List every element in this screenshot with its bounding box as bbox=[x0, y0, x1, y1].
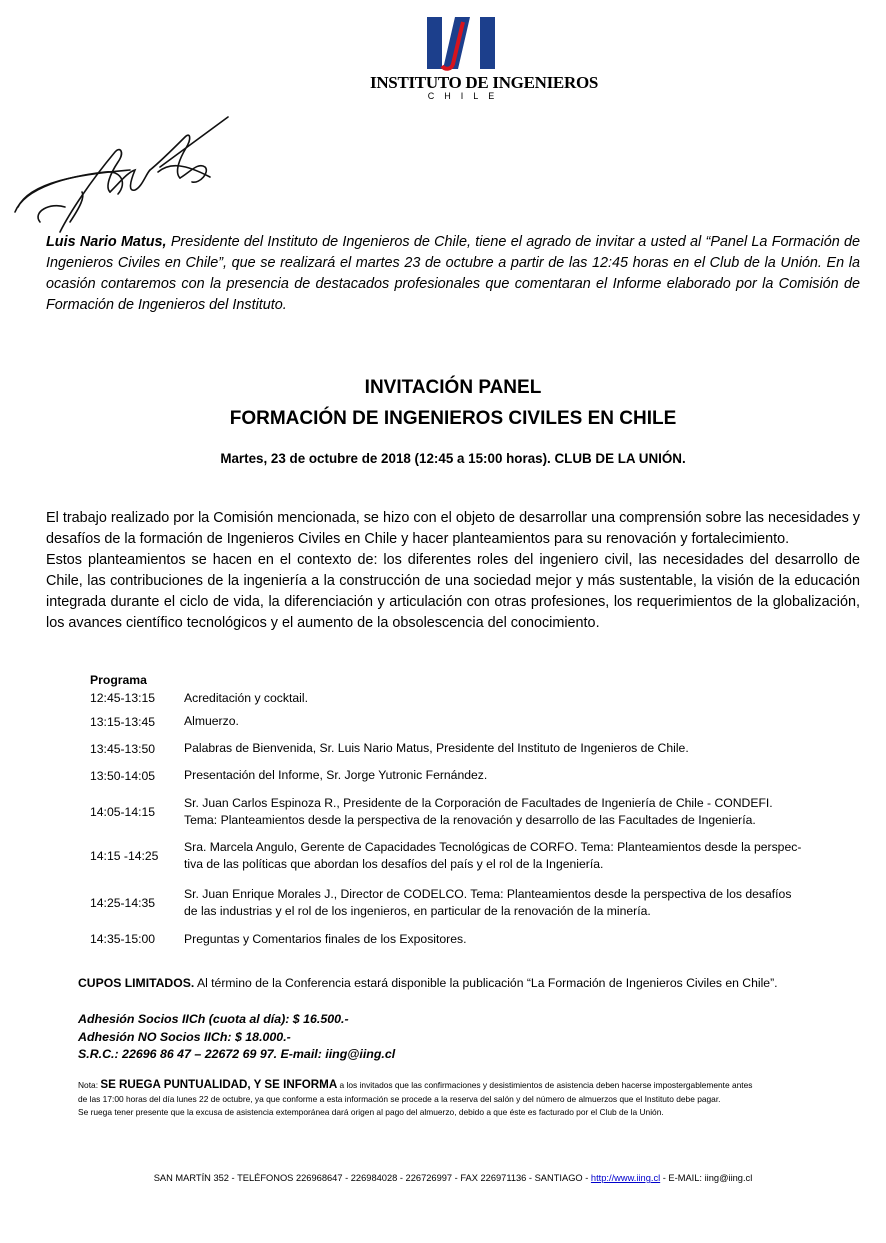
institute-country: CHILE bbox=[427, 91, 505, 101]
cupos-label: CUPOS LIMITADOS. bbox=[78, 976, 195, 990]
attendance-note bbox=[78, 1078, 858, 1120]
program-time: 14:15 -14:25 bbox=[90, 849, 159, 863]
body-paragraph-1: El trabajo realizado por la Comisión mencionada, se hizo con el objeto de desarrollar una comprensión sobre las necesidades y desafíos de la formación de Ingenieros Civiles en Chile y hacer planteamientos para su renovación y fortalecimiento. bbox=[46, 510, 860, 547]
body-paragraph-2: Estos planteamientos se hacen en el contexto de: los diferentes roles del ingeniero civil, las necesidades del desarrollo de Chile, las contribuciones de la ingeniería a la construcción de una sociedad mejor y más sustentable, la visión de la educación integrada durante el ciclo de vida, la diferenciación y articulación con otras profesiones, los requerimientos de la globalización, los avances científico tecnológicos y el aumento de la obsolescencia del conocimiento. bbox=[46, 552, 860, 631]
note-text-2: de las 17:00 horas del día lunes 22 de octubre, ya que conforme a esta información se procede a la reserva del salón y del número de almuerzos que el Instituto debe pagar. bbox=[78, 1093, 721, 1104]
program-description-topic: tiva de las políticas que abordan los desafíos del país y el rol de la Ingeniería. bbox=[184, 857, 604, 871]
program-description: Acreditación y cocktail. bbox=[184, 690, 308, 705]
program-description-topic: Tema: Planteamientos desde la perspectiva de la renovación y desarrollo de las Facultades de Ingeniería. bbox=[184, 813, 756, 827]
program-time: 13:15-13:45 bbox=[90, 714, 156, 729]
program-time: 13:45-13:50 bbox=[90, 741, 156, 756]
invitation-title bbox=[0, 372, 886, 434]
program-table bbox=[90, 672, 860, 949]
rsvp-contact: S.R.C.: 22696 86 47 – 22672 69 97. E-mail: iing@iing.cl bbox=[78, 1047, 396, 1061]
note-label: Nota: bbox=[78, 1080, 101, 1090]
handwritten-signature bbox=[10, 112, 240, 242]
program-time: 14:35-15:00 bbox=[90, 932, 156, 946]
program-description: Sr. Juan Carlos Espinoza R., Presidente de la Corporación de Facultades de Ingeniería de Chile - CONDEFI. bbox=[184, 796, 773, 810]
program-row bbox=[90, 708, 860, 735]
website-link[interactable]: http://www.iing.cl bbox=[590, 1173, 661, 1183]
pricing-block bbox=[78, 1011, 395, 1064]
program-row bbox=[90, 762, 860, 789]
intro-paragraph bbox=[46, 232, 860, 316]
institute-name: INSTITUTO DE INGENIEROS bbox=[370, 73, 599, 92]
program-description: Palabras de Bienvenida, Sr. Luis Nario Matus, Presidente del Instituto de Ingenieros de Chile. bbox=[184, 741, 689, 755]
president-name: Luis Nario Matus, bbox=[46, 234, 167, 250]
intro-text: Presidente del Instituto de Ingenieros de Chile, tiene el agrado de invitar a usted al “Panel La Formación de Ingenieros Civiles en Chile”, que se realizará el martes 23 de octubre a partir de las 12:45 horas en el Club de la Unión. En la ocasión contaremos con la presencia de destacados profesionales que comentaran el Informe elaborado por la Comisión de Formación de Ingenieros del Instituto. bbox=[46, 234, 860, 313]
program-description: Preguntas y Comentarios finales de los Expositores. bbox=[184, 931, 467, 946]
footer-address: SAN MARTÍN 352 - TELÉFONOS 226968647 - 226984028 - 226726997 - FAX 226971136 - SANTIAGO - bbox=[153, 1173, 591, 1183]
price-non-members: Adhesión NO Socios IICh: $ 18.000.- bbox=[78, 1029, 291, 1044]
program-time: 14:25-14:35 bbox=[90, 896, 156, 910]
program-time: 13:50-14:05 bbox=[90, 768, 156, 783]
program-time: 14:05-14:15 bbox=[90, 805, 156, 819]
title-line-1: INVITACIÓN PANEL bbox=[364, 377, 542, 398]
program-row bbox=[90, 877, 860, 929]
event-date-line: Martes, 23 de octubre de 2018 (12:45 a 15:00 horas). CLUB DE LA UNIÓN. bbox=[220, 451, 686, 466]
institute-logo-icon bbox=[425, 14, 497, 72]
program-description: Sra. Marcela Angulo, Gerente de Capacidades Tecnológicas de CORFO. Tema: Planteamientos desde la perspec- bbox=[184, 840, 802, 854]
program-time: 12:45-13:15 bbox=[90, 691, 156, 705]
program-description: Sr. Juan Enrique Morales J., Director de CODELCO. Tema: Planteamientos desde la perspectiva de los desafíos bbox=[184, 887, 792, 901]
program-heading: Programa bbox=[90, 673, 147, 687]
cupos-notice bbox=[78, 976, 868, 990]
program-row bbox=[90, 789, 860, 835]
price-members: Adhesión Socios IICh (cuota al día): $ 16.500.- bbox=[78, 1012, 349, 1026]
note-emphasis: SE RUEGA PUNTUALIDAD, Y SE INFORMA bbox=[100, 1078, 338, 1091]
note-text-3: Se ruega tener presente que la excusa de asistencia extemporánea dará origen al pago del almuerzo, debido a que éste es facturado por el Club de la Unión. bbox=[78, 1107, 664, 1117]
footer-email: - E-MAIL: iing@iing.cl bbox=[660, 1173, 753, 1183]
title-line-2: FORMACIÓN DE INGENIEROS CIVILES EN CHILE bbox=[229, 408, 677, 429]
program-row bbox=[90, 835, 860, 877]
cupos-text: Al término de la Conferencia estará disponible la publicación “La Formación de Ingenieros Civiles en Chile”. bbox=[194, 976, 778, 990]
program-row bbox=[90, 929, 860, 949]
note-text-1: a los invitados que las confirmaciones y desistimientos de asistencia deben hacerse impostergablemente antes bbox=[337, 1080, 753, 1090]
footer-contact bbox=[0, 1173, 886, 1183]
institute-logo bbox=[370, 14, 599, 114]
program-row bbox=[90, 735, 860, 762]
program-row bbox=[90, 688, 860, 708]
program-description: Almuerzo. bbox=[184, 714, 239, 728]
body-text bbox=[46, 508, 860, 634]
program-description: Presentación del Informe, Sr. Jorge Yutronic Fernández. bbox=[184, 768, 488, 782]
program-description-topic: de las industrias y el rol de los ingenieros, en particular de la renovación de la minería. bbox=[184, 904, 651, 918]
